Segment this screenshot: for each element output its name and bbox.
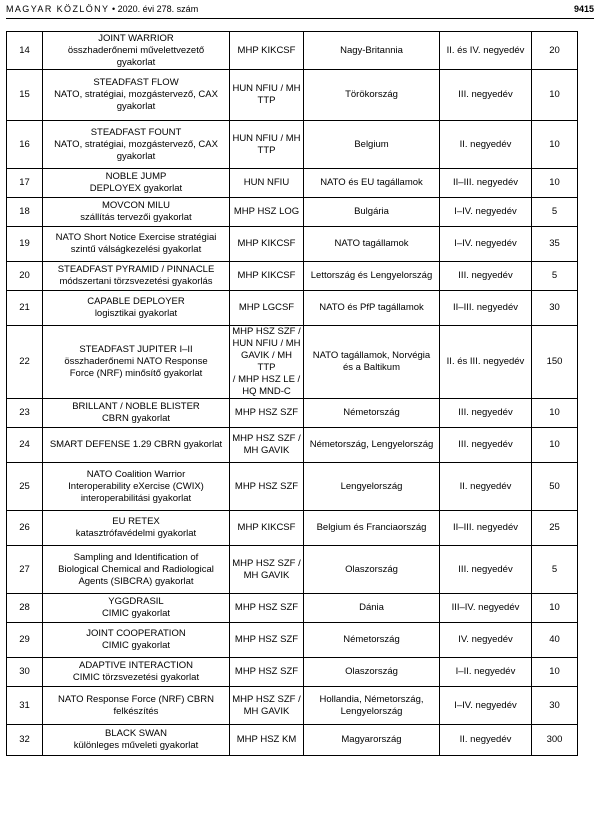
period-cell: III. negyedév <box>440 428 532 463</box>
exercise-name-line: NATO Coalition Warrior <box>86 468 186 480</box>
organization-cell <box>230 687 304 725</box>
location-line: Olaszország <box>345 563 398 575</box>
location-cell <box>304 291 440 326</box>
exercise-name-line: Interoperability eXercise (CWIX) <box>68 480 204 492</box>
organization-line: MHP HSZ SZF <box>234 407 299 418</box>
period-cell: III. negyedév <box>440 546 532 594</box>
location-line: Lengyelország <box>340 480 403 492</box>
location-line: Belgium <box>354 138 389 150</box>
exercise-name-line: Force (NRF) minősítő gyakorlat <box>69 368 203 379</box>
row-number-cell: 23 <box>7 399 43 428</box>
exercise-name-cell <box>43 32 230 70</box>
location-line: NATO tagállamok, Norvégia <box>312 350 431 361</box>
row-number-cell: 17 <box>7 169 43 198</box>
table-row <box>7 623 578 658</box>
location-line: Magyarország <box>341 734 402 745</box>
participants-cell: 30 <box>532 687 578 725</box>
table-row <box>7 428 578 463</box>
organization-line: TTP <box>257 95 276 106</box>
location-cell <box>304 463 440 511</box>
organization-line: MHP HSZ SZF / <box>232 557 301 569</box>
table-row <box>7 658 578 687</box>
exercise-name-line: NATO, stratégiai, mozgástervező, CAX <box>54 89 218 100</box>
exercise-table <box>6 31 578 756</box>
location-cell <box>304 623 440 658</box>
participants-cell: 150 <box>532 326 578 399</box>
table-row <box>7 687 578 725</box>
organization-cell <box>230 594 304 623</box>
organization-line: MHP KIKCSF <box>237 238 296 249</box>
organization-cell <box>230 428 304 463</box>
organization-line: / MHP HSZ LE / <box>232 374 301 385</box>
row-number-cell: 31 <box>7 687 43 725</box>
organization-line: MHP HSZ KM <box>236 734 297 745</box>
participants-cell: 30 <box>532 291 578 326</box>
row-number-cell: 32 <box>7 725 43 756</box>
table-row <box>7 326 578 399</box>
period-cell: I–IV. negyedév <box>440 198 532 227</box>
location-cell <box>304 32 440 70</box>
organization-line: MH GAVIK <box>243 445 290 456</box>
organization-line: HUN NFIU / MH <box>232 338 301 349</box>
exercise-name-cell <box>43 725 230 756</box>
participants-cell: 10 <box>532 70 578 121</box>
organization-line: TTP <box>257 144 276 156</box>
participants-cell: 20 <box>532 32 578 70</box>
page-header <box>6 0 594 19</box>
exercise-name-line: felkészítés <box>113 705 159 717</box>
table-row <box>7 725 578 756</box>
period-cell: IV. negyedév <box>440 623 532 658</box>
exercise-name-line: MOVCON MILU <box>101 200 171 211</box>
exercise-name-line: STEADFAST FLOW <box>93 77 179 88</box>
exercise-name-line: gyakorlat <box>116 56 156 68</box>
participants-cell: 10 <box>532 428 578 463</box>
table-row <box>7 227 578 262</box>
period-cell: II–III. negyedév <box>440 291 532 326</box>
organization-cell <box>230 198 304 227</box>
period-cell: II. negyedév <box>440 463 532 511</box>
period-cell: II–III. negyedév <box>440 169 532 198</box>
exercise-name-cell <box>43 326 230 399</box>
exercise-name-cell <box>43 594 230 623</box>
page-number: 9415 <box>573 4 594 14</box>
exercise-name-line: BRILLANT / NOBLE BLISTER <box>72 401 200 412</box>
organization-line: MHP HSZ LOG <box>233 206 300 217</box>
location-line: Lengyelország <box>340 705 403 717</box>
participants-cell: 40 <box>532 623 578 658</box>
period-cell: III. negyedév <box>440 262 532 291</box>
participants-cell: 10 <box>532 658 578 687</box>
table-row <box>7 511 578 546</box>
exercise-name-line: ADAPTIVE INTERACTION <box>78 660 193 671</box>
row-number-cell: 22 <box>7 326 43 399</box>
location-line: Hollandia, Németország, <box>319 693 424 705</box>
exercise-name-line: NATO Short Notice Exercise stratégiai <box>55 232 217 243</box>
organization-line: MHP HSZ SZF / <box>232 433 301 444</box>
table-row <box>7 198 578 227</box>
exercise-name-line: különleges műveleti gyakorlat <box>73 740 199 751</box>
row-number-cell: 28 <box>7 594 43 623</box>
location-cell <box>304 70 440 121</box>
exercise-name-line: Sampling and Identification of <box>73 551 199 563</box>
exercise-name-line: JOINT COOPERATION <box>86 628 186 639</box>
participants-cell: 300 <box>532 725 578 756</box>
participants-cell: 35 <box>532 227 578 262</box>
exercise-name-line: összhaderőnemi művelettvezető <box>67 44 205 56</box>
participants-cell: 5 <box>532 546 578 594</box>
exercise-table-body <box>7 32 578 756</box>
organization-cell <box>230 658 304 687</box>
row-number-cell: 18 <box>7 198 43 227</box>
location-cell <box>304 262 440 291</box>
organization-line: MH GAVIK <box>243 705 290 717</box>
location-cell <box>304 546 440 594</box>
exercise-name-line: SMART DEFENSE 1.29 CBRN gyakorlat <box>49 439 223 450</box>
row-number-cell: 15 <box>7 70 43 121</box>
organization-line: MHP KIKCSF <box>237 270 296 281</box>
organization-line: MHP KIKCSF <box>237 44 296 56</box>
exercise-name-cell <box>43 70 230 121</box>
location-line: Németország <box>343 407 400 418</box>
exercise-name-line: DEPLOYEX gyakorlat <box>89 183 183 194</box>
organization-cell <box>230 399 304 428</box>
location-line: NATO és EU tagállamok <box>320 177 423 188</box>
table-row <box>7 70 578 121</box>
organization-cell <box>230 32 304 70</box>
organization-cell <box>230 326 304 399</box>
period-cell: III. negyedév <box>440 70 532 121</box>
row-number-cell: 19 <box>7 227 43 262</box>
location-line: NATO tagállamok <box>334 238 409 249</box>
row-number-cell: 20 <box>7 262 43 291</box>
exercise-name-line: NOBLE JUMP <box>105 171 167 182</box>
exercise-name-cell <box>43 291 230 326</box>
exercise-name-line: CIMIC törzsvezetési gyakorlat <box>72 672 200 683</box>
table-row <box>7 291 578 326</box>
exercise-name-line: interoperabilitási gyakorlat <box>80 492 192 504</box>
exercise-name-cell <box>43 198 230 227</box>
organization-cell <box>230 169 304 198</box>
organization-line: MHP HSZ SZF / <box>232 693 301 705</box>
organization-line: GAVIK / MH TTP <box>240 350 293 373</box>
exercise-name-line: JOINT WARRIOR <box>98 32 174 44</box>
period-cell: II. negyedév <box>440 725 532 756</box>
exercise-name-line: NATO Response Force (NRF) CBRN <box>58 693 214 705</box>
row-number-cell: 30 <box>7 658 43 687</box>
participants-cell: 50 <box>532 463 578 511</box>
exercise-name-cell <box>43 399 230 428</box>
organization-cell <box>230 262 304 291</box>
exercise-name-cell <box>43 227 230 262</box>
organization-line: HUN NFIU <box>243 177 290 188</box>
table-row <box>7 121 578 169</box>
period-cell: II. negyedév <box>440 121 532 169</box>
location-line: Belgium és Franciaország <box>316 522 427 533</box>
exercise-name-line: EU RETEX <box>112 516 160 527</box>
exercise-name-line: CBRN gyakorlat <box>101 413 171 424</box>
participants-cell: 25 <box>532 511 578 546</box>
period-cell: III–IV. negyedév <box>440 594 532 623</box>
exercise-name-cell <box>43 546 230 594</box>
location-cell <box>304 594 440 623</box>
exercise-name-cell <box>43 169 230 198</box>
organization-line: MHP HSZ SZF <box>234 480 299 492</box>
organization-cell <box>230 70 304 121</box>
organization-cell <box>230 463 304 511</box>
location-line: Németország, Lengyelország <box>309 439 434 450</box>
organization-cell <box>230 291 304 326</box>
location-line: Nagy-Britannia <box>340 44 403 56</box>
exercise-name-line: módszertani törzsvezetési gyakorlás <box>59 276 213 287</box>
exercise-name-line: Agents (SIBCRA) gyakorlat <box>78 575 194 587</box>
exercise-name-line: BLACK SWAN <box>105 728 167 739</box>
exercise-name-line: CIMIC gyakorlat <box>101 640 171 651</box>
location-cell <box>304 227 440 262</box>
participants-cell: 5 <box>532 198 578 227</box>
period-cell: II. és IV. negyedév <box>440 32 532 70</box>
exercise-name-cell <box>43 687 230 725</box>
exercise-name-line: CAPABLE DEPLOYER <box>87 296 185 307</box>
exercise-name-line: STEADFAST PYRAMID / PINNACLE <box>57 264 215 275</box>
exercise-name-cell <box>43 262 230 291</box>
period-cell: I–IV. negyedév <box>440 687 532 725</box>
organization-line: HUN NFIU / MH <box>232 132 301 144</box>
table-row <box>7 32 578 70</box>
participants-cell: 5 <box>532 262 578 291</box>
row-number-cell: 26 <box>7 511 43 546</box>
organization-line: MHP KIKCSF <box>237 522 296 533</box>
exercise-name-cell <box>43 463 230 511</box>
location-cell <box>304 399 440 428</box>
exercise-name-line: Biological Chemical and Radiological <box>58 563 214 575</box>
journal-title: MAGYAR KÖZLÖNY <box>6 4 110 14</box>
period-cell: II. és III. negyedév <box>440 326 532 399</box>
header-separator: • <box>111 4 116 14</box>
organization-line: MHP HSZ SZF <box>234 602 299 613</box>
location-line: Törökország <box>345 89 398 100</box>
period-cell: I–IV. negyedév <box>440 227 532 262</box>
period-cell: II–III. negyedév <box>440 511 532 546</box>
table-row <box>7 546 578 594</box>
exercise-name-line: CIMIC gyakorlat <box>101 608 171 619</box>
location-cell <box>304 198 440 227</box>
organization-cell <box>230 227 304 262</box>
exercise-name-line: szállítás tervezői gyakorlat <box>80 212 192 223</box>
organization-line: HQ MND-C <box>242 386 291 397</box>
location-line: Bulgária <box>354 206 389 217</box>
location-cell <box>304 658 440 687</box>
exercise-name-line: katasztrófavédelmi gyakorlat <box>75 528 197 539</box>
organization-line: MHP HSZ SZF <box>234 666 299 677</box>
organization-line: MH GAVIK <box>243 569 290 581</box>
location-cell <box>304 725 440 756</box>
exercise-name-line: STEADFAST FOUNT <box>90 126 182 138</box>
table-row <box>7 463 578 511</box>
row-number-cell: 29 <box>7 623 43 658</box>
row-number-cell: 16 <box>7 121 43 169</box>
exercise-name-line: STEADFAST JUPITER I–II <box>79 344 193 355</box>
location-cell <box>304 687 440 725</box>
location-line: Olaszország <box>345 666 398 677</box>
exercise-name-line: szintű válságkezelési gyakorlat <box>70 244 202 255</box>
exercise-name-line: logisztikai gyakorlat <box>94 308 178 319</box>
organization-cell <box>230 511 304 546</box>
location-line: Dánia <box>359 602 384 613</box>
exercise-name-cell <box>43 511 230 546</box>
row-number-cell: 14 <box>7 32 43 70</box>
exercise-name-line: NATO, stratégiai, mozgástervező, CAX <box>54 138 218 150</box>
location-cell <box>304 511 440 546</box>
location-cell <box>304 326 440 399</box>
organization-cell <box>230 121 304 169</box>
organization-cell <box>230 725 304 756</box>
row-number-cell: 21 <box>7 291 43 326</box>
organization-cell <box>230 623 304 658</box>
period-cell: I–II. negyedév <box>440 658 532 687</box>
organization-line: MHP LGCSF <box>238 302 295 313</box>
exercise-name-line: összhaderőnemi NATO Response <box>64 356 208 367</box>
location-cell <box>304 169 440 198</box>
table-row <box>7 399 578 428</box>
exercise-name-line: gyakorlat <box>116 101 156 112</box>
table-row <box>7 594 578 623</box>
exercise-name-cell <box>43 428 230 463</box>
participants-cell: 10 <box>532 169 578 198</box>
organization-line: MHP HSZ SZF / <box>232 326 301 337</box>
organization-line: MHP HSZ SZF <box>234 634 299 645</box>
exercise-name-cell <box>43 658 230 687</box>
exercise-name-line: gyakorlat <box>116 150 156 162</box>
period-cell: III. negyedév <box>440 399 532 428</box>
participants-cell: 10 <box>532 399 578 428</box>
header-left <box>6 4 198 14</box>
exercise-name-cell <box>43 623 230 658</box>
row-number-cell: 25 <box>7 463 43 511</box>
organization-cell <box>230 546 304 594</box>
location-line: Németország <box>343 634 400 645</box>
location-cell <box>304 428 440 463</box>
organization-line: HUN NFIU / MH <box>232 83 301 94</box>
exercise-name-line: YGGDRASIL <box>108 596 164 607</box>
location-line: NATO és PfP tagállamok <box>319 302 424 313</box>
location-cell <box>304 121 440 169</box>
row-number-cell: 24 <box>7 428 43 463</box>
table-row <box>7 262 578 291</box>
participants-cell: 10 <box>532 594 578 623</box>
exercise-name-cell <box>43 121 230 169</box>
row-number-cell: 27 <box>7 546 43 594</box>
location-line: Lettország és Lengyelország <box>310 270 433 281</box>
participants-cell: 10 <box>532 121 578 169</box>
table-row <box>7 169 578 198</box>
location-line: és a Baltikum <box>342 362 401 373</box>
issue-label: 2020. évi 278. szám <box>117 4 199 14</box>
